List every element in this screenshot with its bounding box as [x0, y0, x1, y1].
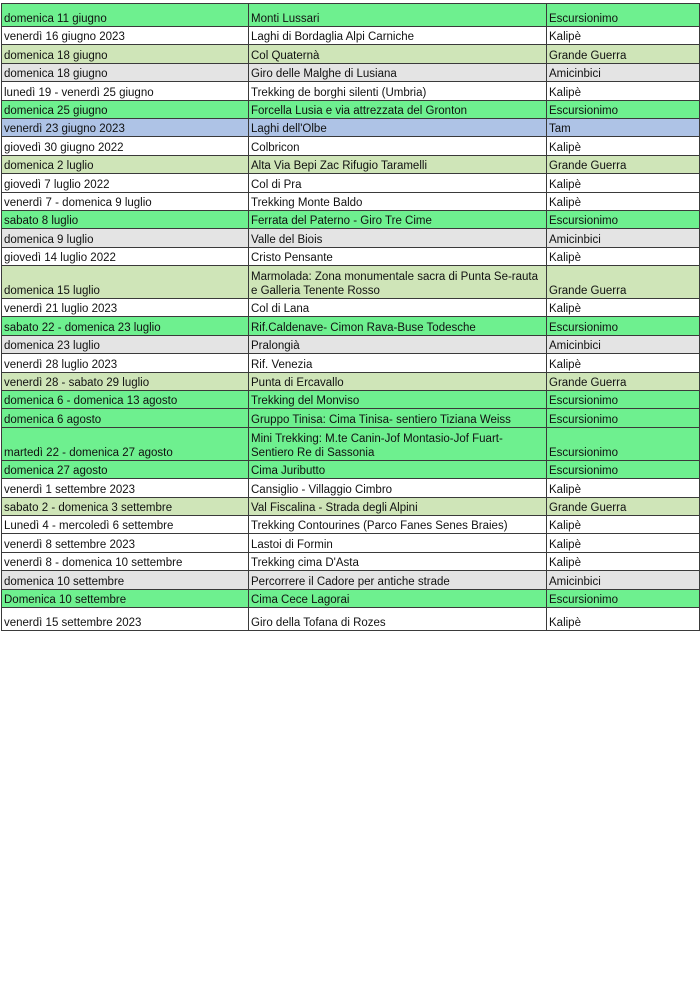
organizer-cell: Escursionimo: [547, 460, 700, 478]
organizer-cell: Grande Guerra: [547, 155, 700, 173]
table-row: [2, 589, 700, 607]
trip-cell: Giro delle Malghe di Lusiana: [249, 63, 547, 81]
table-row: [2, 247, 700, 265]
trip-cell: Col di Pra: [249, 174, 547, 192]
table-row: [2, 607, 700, 630]
table-row: [2, 174, 700, 192]
organizer-cell: Kalipè: [547, 607, 700, 630]
table-row: [2, 45, 700, 63]
organizer-cell: Kalipè: [547, 247, 700, 265]
trip-cell: Marmolada: Zona monumentale sacra di Punta Se-rauta e Galleria Tenente Rosso: [249, 266, 547, 299]
organizer-cell: Kalipè: [547, 534, 700, 552]
table-row: [2, 354, 700, 372]
trip-cell: Laghi di Bordaglia Alpi Carniche: [249, 27, 547, 45]
trip-cell: Colbricon: [249, 137, 547, 155]
table-row: [2, 4, 700, 27]
table-row: [2, 210, 700, 228]
table-row: [2, 100, 700, 118]
trip-cell: Valle del Biois: [249, 229, 547, 247]
table-row: [2, 391, 700, 409]
date-cell: venerdì 8 settembre 2023: [2, 534, 249, 552]
table-row: [2, 299, 700, 317]
date-cell: venerdì 1 settembre 2023: [2, 479, 249, 497]
date-cell: venerdì 21 luglio 2023: [2, 299, 249, 317]
date-cell: domenica 9 luglio: [2, 229, 249, 247]
trip-cell: Laghi dell'Olbe: [249, 118, 547, 136]
organizer-cell: Kalipè: [547, 552, 700, 570]
date-cell: venerdì 8 - domenica 10 settembre: [2, 552, 249, 570]
date-cell: venerdì 15 settembre 2023: [2, 607, 249, 630]
trip-cell: Mini Trekking: M.te Canin-Jof Montasio-Jof Fuart-Sentiero Re di Sassonia: [249, 427, 547, 460]
table-row: [2, 266, 700, 299]
schedule-rows: [2, 4, 700, 631]
organizer-cell: Kalipè: [547, 137, 700, 155]
trip-cell: Gruppo Tinisa: Cima Tinisa- sentiero Tiziana Weiss: [249, 409, 547, 427]
trip-cell: Punta di Ercavallo: [249, 372, 547, 390]
date-cell: martedì 22 - domenica 27 agosto: [2, 427, 249, 460]
table-row: [2, 335, 700, 353]
date-cell: domenica 25 giugno: [2, 100, 249, 118]
trip-cell: Col Quaternà: [249, 45, 547, 63]
trip-cell: Val Fiscalina - Strada degli Alpini: [249, 497, 547, 515]
date-cell: venerdì 28 luglio 2023: [2, 354, 249, 372]
organizer-cell: Kalipè: [547, 174, 700, 192]
organizer-cell: Grande Guerra: [547, 372, 700, 390]
table-row: [2, 571, 700, 589]
organizer-cell: Kalipè: [547, 515, 700, 533]
table-row: [2, 63, 700, 81]
date-cell: giovedì 14 luglio 2022: [2, 247, 249, 265]
organizer-cell: Escursionimo: [547, 391, 700, 409]
table-row: [2, 155, 700, 173]
table-row: [2, 479, 700, 497]
organizer-cell: Grande Guerra: [547, 266, 700, 299]
trip-cell: Rif.Caldenave- Cimon Rava-Buse Todesche: [249, 317, 547, 335]
date-cell: domenica 18 giugno: [2, 45, 249, 63]
trip-cell: Col di Lana: [249, 299, 547, 317]
date-cell: domenica 27 agosto: [2, 460, 249, 478]
organizer-cell: Amicinbici: [547, 229, 700, 247]
date-cell: lunedì 19 - venerdì 25 giugno: [2, 82, 249, 100]
date-cell: sabato 2 - domenica 3 settembre: [2, 497, 249, 515]
organizer-cell: Kalipè: [547, 82, 700, 100]
trip-cell: Rif. Venezia: [249, 354, 547, 372]
date-cell: domenica 23 luglio: [2, 335, 249, 353]
trip-cell: Percorrere il Cadore per antiche strade: [249, 571, 547, 589]
organizer-cell: Escursionimo: [547, 317, 700, 335]
table-row: [2, 137, 700, 155]
date-cell: venerdì 23 giugno 2023: [2, 118, 249, 136]
trip-cell: Cansiglio - Villaggio Cimbro: [249, 479, 547, 497]
date-cell: venerdì 28 - sabato 29 luglio: [2, 372, 249, 390]
organizer-cell: Grande Guerra: [547, 45, 700, 63]
date-cell: domenica 2 luglio: [2, 155, 249, 173]
organizer-cell: Escursionimo: [547, 589, 700, 607]
trip-cell: Trekking Contourines (Parco Fanes Senes Braies): [249, 515, 547, 533]
trip-cell: Giro della Tofana di Rozes: [249, 607, 547, 630]
organizer-cell: Escursionimo: [547, 409, 700, 427]
table-row: [2, 317, 700, 335]
organizer-cell: Tam: [547, 118, 700, 136]
organizer-cell: Kalipè: [547, 299, 700, 317]
trip-cell: Monti Lussari: [249, 4, 547, 27]
table-row: [2, 192, 700, 210]
organizer-cell: Escursionimo: [547, 100, 700, 118]
trip-cell: Lastoi di Formin: [249, 534, 547, 552]
date-cell: domenica 6 agosto: [2, 409, 249, 427]
table-row: [2, 118, 700, 136]
organizer-cell: Grande Guerra: [547, 497, 700, 515]
table-row: [2, 82, 700, 100]
date-cell: giovedì 30 giugno 2022: [2, 137, 249, 155]
table-row: [2, 497, 700, 515]
table-row: [2, 409, 700, 427]
date-cell: domenica 15 luglio: [2, 266, 249, 299]
excursion-schedule-table: [1, 3, 700, 631]
organizer-cell: Kalipè: [547, 27, 700, 45]
trip-cell: Trekking del Monviso: [249, 391, 547, 409]
date-cell: Lunedì 4 - mercoledì 6 settembre: [2, 515, 249, 533]
table-row: [2, 427, 700, 460]
trip-cell: Trekking Monte Baldo: [249, 192, 547, 210]
date-cell: giovedì 7 luglio 2022: [2, 174, 249, 192]
date-cell: domenica 18 giugno: [2, 63, 249, 81]
date-cell: sabato 8 luglio: [2, 210, 249, 228]
trip-cell: Cima Juributto: [249, 460, 547, 478]
trip-cell: Pralongià: [249, 335, 547, 353]
table-row: [2, 372, 700, 390]
table-row: [2, 552, 700, 570]
trip-cell: Trekking de borghi silenti (Umbria): [249, 82, 547, 100]
date-cell: venerdì 16 giugno 2023: [2, 27, 249, 45]
date-cell: domenica 11 giugno: [2, 4, 249, 27]
trip-cell: Cima Cece Lagorai: [249, 589, 547, 607]
date-cell: sabato 22 - domenica 23 luglio: [2, 317, 249, 335]
organizer-cell: Kalipè: [547, 479, 700, 497]
trip-cell: Alta Via Bepi Zac Rifugio Taramelli: [249, 155, 547, 173]
trip-cell: Trekking cima D'Asta: [249, 552, 547, 570]
trip-cell: Forcella Lusia e via attrezzata del Gronton: [249, 100, 547, 118]
table-row: [2, 515, 700, 533]
organizer-cell: Escursionimo: [547, 210, 700, 228]
table-row: [2, 534, 700, 552]
trip-cell: Ferrata del Paterno - Giro Tre Cime: [249, 210, 547, 228]
organizer-cell: Amicinbici: [547, 335, 700, 353]
organizer-cell: Kalipè: [547, 192, 700, 210]
organizer-cell: Amicinbici: [547, 63, 700, 81]
date-cell: domenica 6 - domenica 13 agosto: [2, 391, 249, 409]
organizer-cell: Amicinbici: [547, 571, 700, 589]
organizer-cell: Escursionimo: [547, 4, 700, 27]
table-row: [2, 229, 700, 247]
organizer-cell: Kalipè: [547, 354, 700, 372]
table-row: [2, 460, 700, 478]
organizer-cell: Escursionimo: [547, 427, 700, 460]
table-row: [2, 27, 700, 45]
date-cell: domenica 10 settembre: [2, 571, 249, 589]
trip-cell: Cristo Pensante: [249, 247, 547, 265]
date-cell: venerdì 7 - domenica 9 luglio: [2, 192, 249, 210]
date-cell: Domenica 10 settembre: [2, 589, 249, 607]
